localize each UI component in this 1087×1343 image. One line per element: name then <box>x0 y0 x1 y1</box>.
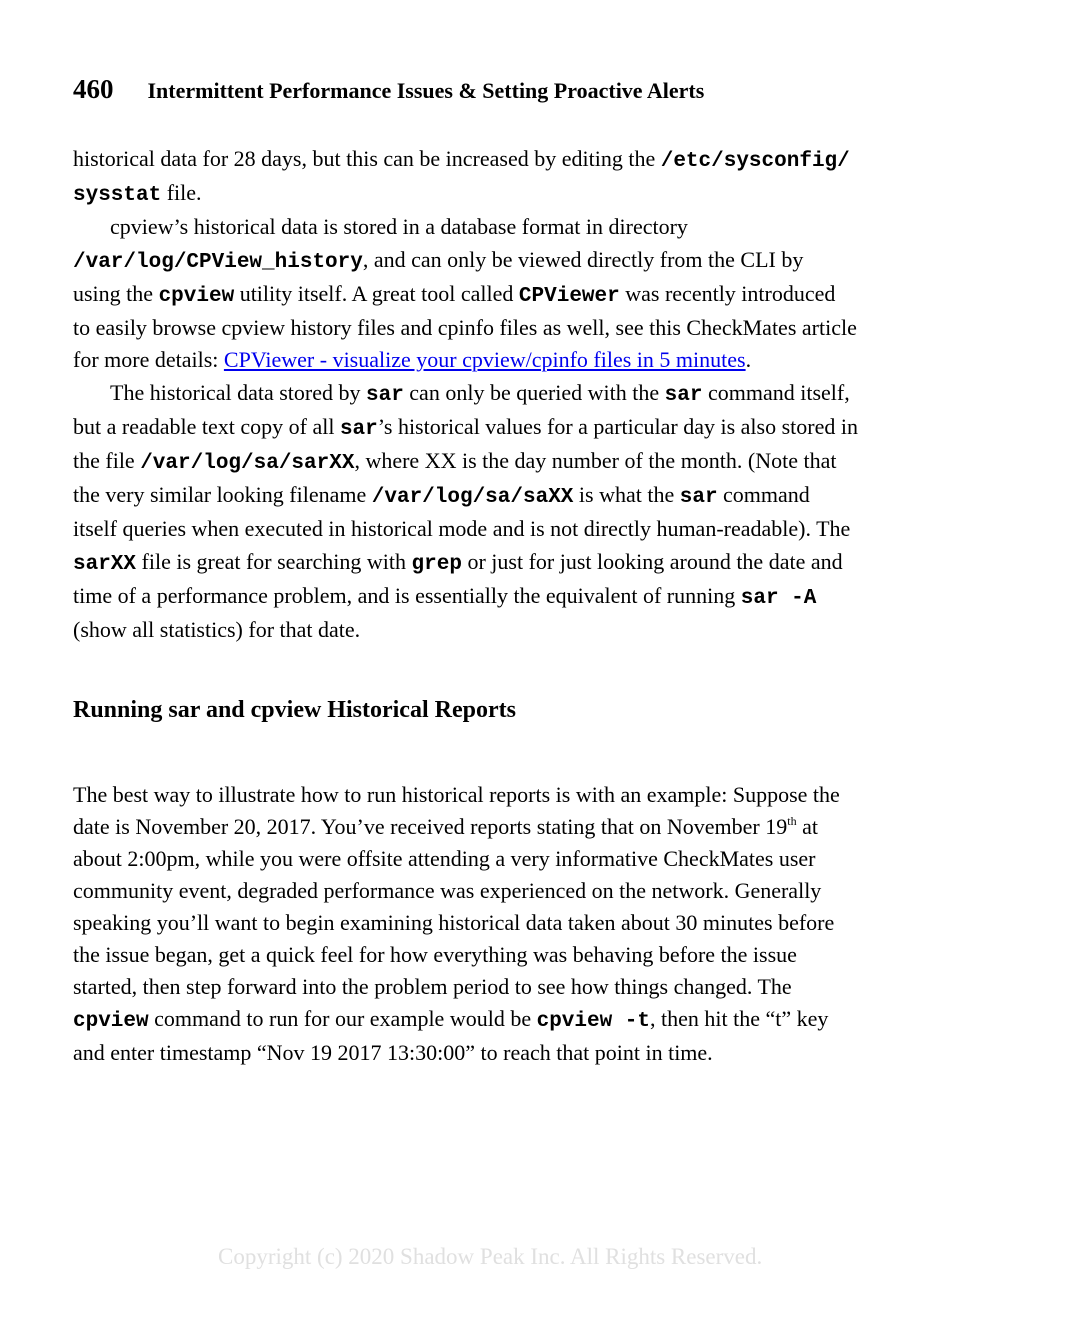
p2-line-3 <box>73 280 835 311</box>
p3-line-7 <box>73 582 816 613</box>
text: but a readable text copy of all <box>73 414 340 439</box>
p2-line-2 <box>73 246 803 277</box>
text: ’s historical values for a particular day is also stored in <box>377 414 858 439</box>
text: The best way to illustrate how to run historical reports is with an example: Suppose the <box>73 782 840 807</box>
inline-code: sar <box>679 486 718 509</box>
p3-line-1 <box>110 379 850 410</box>
text: and enter timestamp “Nov 19 2017 13:30:00” to reach that point in time. <box>73 1040 713 1065</box>
text: itself queries when executed in historical mode and is not directly human-readable). The <box>73 516 851 541</box>
p3-line-8 <box>73 616 360 644</box>
text: to easily browse cpview history files and cpinfo files as well, see this CheckMates article <box>73 315 857 340</box>
text: the very similar looking filename <box>73 482 372 507</box>
p3-line-4 <box>73 481 810 512</box>
inline-code: CPViewer <box>518 285 620 308</box>
p2-line-1 <box>110 213 688 241</box>
p4-line-4 <box>73 877 821 905</box>
inline-code: /etc/sysconfig/ <box>660 150 850 173</box>
text: the file <box>73 448 141 473</box>
inline-code: grep <box>411 553 462 576</box>
p1-line-2 <box>73 179 202 210</box>
inline-code: /var/log/CPView_history <box>73 251 363 274</box>
p2-line-4 <box>73 314 857 342</box>
inline-code: sar <box>339 418 378 441</box>
text: file. <box>161 180 202 205</box>
text: command itself, <box>702 380 850 405</box>
page-number: 460 <box>73 74 114 104</box>
text: using the <box>73 281 159 306</box>
p1-line-1 <box>73 145 850 176</box>
p4-line-5 <box>73 909 834 937</box>
p4-line-8 <box>73 1005 828 1036</box>
text: the issue began, get a quick feel for how everything was behaving before the issue <box>73 942 797 967</box>
inline-code: cpview -t <box>536 1010 651 1033</box>
chapter-title: Intermittent Performance Issues & Setting Proactive Alerts <box>147 78 705 103</box>
inline-code: /var/log/sa/saXX <box>371 486 574 509</box>
inline-code: sar <box>365 384 404 407</box>
inline-code: cpview <box>73 1010 149 1033</box>
inline-code: cpview <box>158 285 235 308</box>
text: The historical data stored by <box>110 380 366 405</box>
text: can only be queried with the <box>403 380 665 405</box>
text: date is November 20, 2017. You’ve received reports stating that on November 19 <box>73 814 788 839</box>
p4-line-1 <box>73 781 840 809</box>
inline-code: sar -A <box>740 587 817 610</box>
p4-line-3 <box>73 845 816 873</box>
p3-line-6 <box>73 548 843 579</box>
section-heading: Running sar and cpview Historical Reports <box>73 697 516 723</box>
text: speaking you’ll want to begin examining historical data taken about 30 minutes before <box>73 910 835 935</box>
text: was recently introduced <box>619 281 836 306</box>
p4-line-9 <box>73 1039 713 1067</box>
p3-line-2 <box>73 413 858 444</box>
p3-line-5 <box>73 515 850 543</box>
inline-code: /var/log/sa/sarXX <box>140 452 355 475</box>
text: historical data for 28 days, but this can be increased by editing the <box>73 146 661 171</box>
text: or just for just looking around the date and <box>461 549 843 574</box>
inline-code: sar <box>664 384 703 407</box>
running-header <box>73 74 704 105</box>
text: at <box>796 814 818 839</box>
text: , then hit the “t” key <box>650 1006 829 1031</box>
text: command to run for our example would be <box>148 1006 537 1031</box>
text: command <box>717 482 810 507</box>
superscript: th <box>787 814 797 828</box>
cpviewer-article-link[interactable]: CPViewer - visualize your cpview/cpinfo files in 5 minutes <box>223 347 746 372</box>
text: . <box>745 347 752 372</box>
inline-code: sysstat <box>73 184 162 207</box>
text: , and can only be viewed directly from the CLI by <box>362 247 804 272</box>
p4-line-2 <box>73 813 818 841</box>
copyright-footer: Copyright (c) 2020 Shadow Peak Inc. All Rights Reserved. <box>218 1244 763 1269</box>
inline-code: sarXX <box>73 553 137 576</box>
text: for more details: <box>73 347 224 372</box>
p3-line-3 <box>73 447 837 478</box>
text: about 2:00pm, while you were offsite attending a very informative CheckMates user <box>73 846 816 871</box>
text: cpview’s historical data is stored in a database format in directory <box>110 214 688 239</box>
text: , where XX is the day number of the month. (Note that <box>354 448 837 473</box>
p4-line-6 <box>73 941 797 969</box>
text: utility itself. A great tool called <box>234 281 519 306</box>
text: community event, degraded performance was experienced on the network. Generally <box>73 878 822 903</box>
text: (show all statistics) for that date. <box>73 617 361 642</box>
p4-line-7 <box>73 973 792 1001</box>
text: time of a performance problem, and is essentially the equivalent of running <box>73 583 741 608</box>
text: file is great for searching with <box>136 549 412 574</box>
text: started, then step forward into the problem period to see how things changed. The <box>73 974 792 999</box>
text: is what the <box>573 482 680 507</box>
p2-line-5 <box>73 346 751 374</box>
